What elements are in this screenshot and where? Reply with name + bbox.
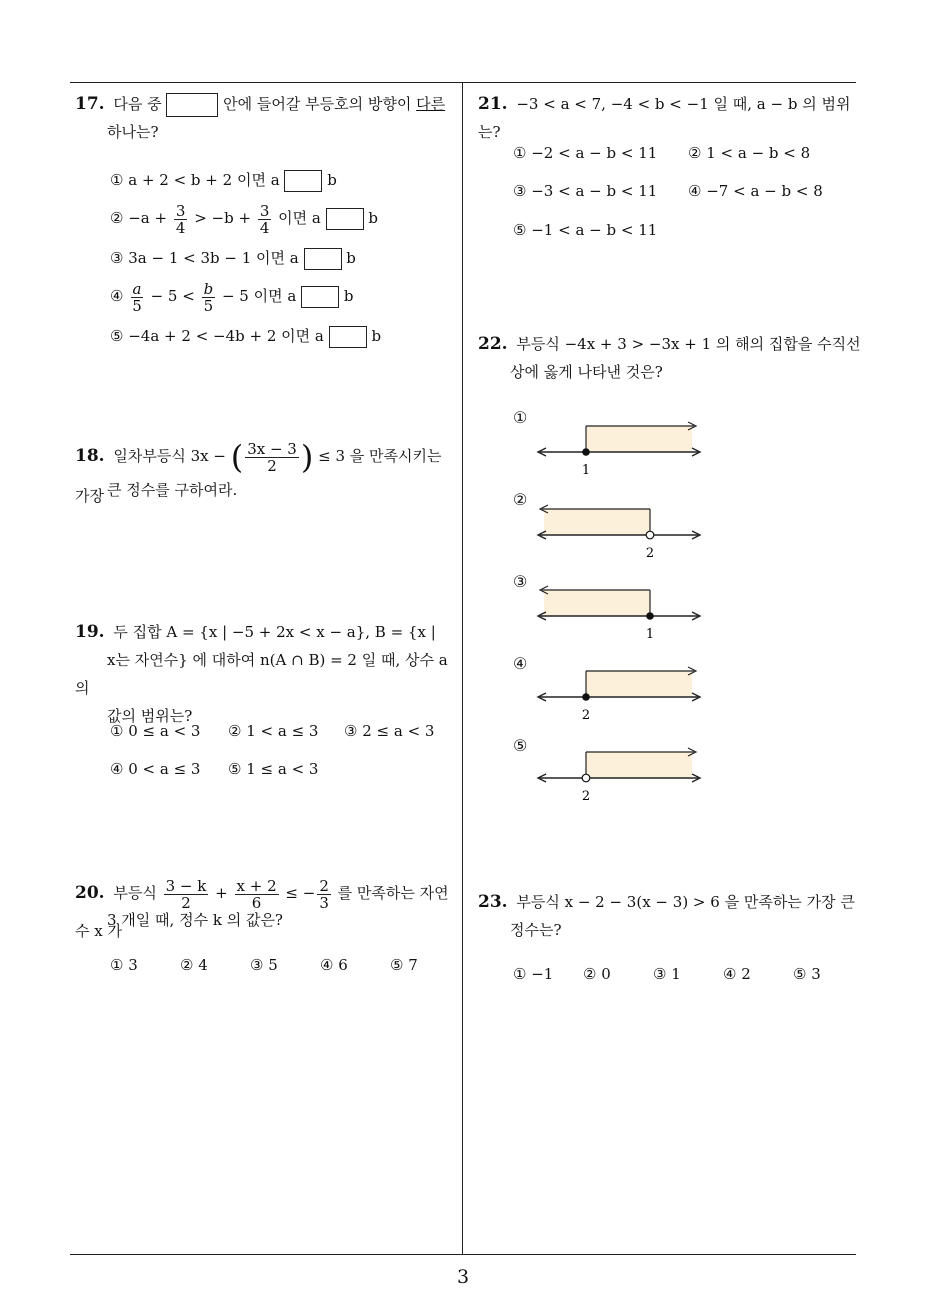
fraction: $\frac{x + 2}{6}$ bbox=[236, 876, 277, 912]
fraction: $\frac{3}{4}$ bbox=[175, 201, 186, 237]
question-number: 18. bbox=[75, 446, 105, 466]
option-17-4[interactable] bbox=[110, 278, 353, 314]
underlined-word: 다른 bbox=[416, 95, 446, 113]
option-text: 3a − 1 < 3b − 1 이면 a bbox=[128, 249, 299, 267]
option-17-1[interactable] bbox=[110, 168, 337, 192]
right-paren: ) bbox=[300, 438, 314, 476]
option-23-2[interactable]: ② 0 bbox=[583, 965, 611, 983]
option-22-2-mark[interactable]: ② bbox=[513, 490, 528, 509]
option-text: b bbox=[368, 209, 379, 227]
question-20-line2 bbox=[107, 906, 283, 934]
question-text: 값의 범위는? bbox=[107, 707, 193, 725]
option-22-5-mark[interactable]: ⑤ bbox=[513, 736, 528, 755]
option-mark: ⑤ bbox=[110, 327, 124, 345]
open-point bbox=[646, 531, 654, 539]
question-text: 두 집합 A = {x | −5 + 2x < x − a}, B = {x | bbox=[113, 623, 436, 641]
option-text: b bbox=[327, 171, 337, 189]
option-text: − 5 이면 a bbox=[221, 287, 297, 305]
answer-blank bbox=[166, 93, 218, 117]
question-17 bbox=[75, 90, 460, 146]
option-20-5[interactable]: ⑤ 7 bbox=[390, 956, 418, 974]
number-line-option-2[interactable] bbox=[536, 503, 706, 563]
solution-region bbox=[544, 590, 650, 616]
number-line-option-5[interactable] bbox=[536, 746, 706, 806]
question-23 bbox=[478, 888, 863, 944]
option-text: b bbox=[343, 287, 354, 305]
closed-point bbox=[582, 448, 590, 456]
closed-point bbox=[582, 693, 590, 701]
option-text: −4a + 2 < −4b + 2 이면 a bbox=[128, 327, 324, 345]
leq-sign: ≤ − bbox=[285, 884, 316, 902]
option-21-3[interactable]: ③ −3 < a − b < 11 bbox=[513, 182, 658, 200]
question-text: 안에 들어갈 부등호의 방향이 bbox=[223, 95, 412, 113]
closed-point bbox=[646, 612, 654, 620]
option-text: > −b + bbox=[194, 209, 252, 227]
option-19-5[interactable]: ⑤ 1 ≤ a < 3 bbox=[228, 760, 319, 778]
top-rule bbox=[70, 82, 856, 83]
tick-label: 2 bbox=[645, 546, 655, 561]
answer-blank bbox=[284, 170, 322, 192]
question-number: 22. bbox=[478, 334, 508, 354]
option-mark: ① bbox=[110, 171, 124, 189]
question-number: 17. bbox=[75, 94, 105, 114]
option-23-4[interactable]: ④ 2 bbox=[723, 965, 751, 983]
solution-region bbox=[544, 509, 650, 535]
question-text: ≤ 3 을 만족시키는 가장 bbox=[75, 447, 442, 505]
number-line-option-4[interactable] bbox=[536, 665, 706, 725]
option-23-1[interactable]: ① −1 bbox=[513, 965, 554, 983]
option-17-3[interactable] bbox=[110, 246, 356, 270]
question-text: 3 개일 때, 정수 k 의 값은? bbox=[107, 911, 283, 929]
question-text: −3 < a < 7, −4 < b < −1 일 때, a − b 의 범위는? bbox=[478, 95, 851, 141]
option-text: a + 2 < b + 2 이면 a bbox=[128, 171, 280, 189]
option-20-1[interactable]: ① 3 bbox=[110, 956, 138, 974]
option-text: −a + bbox=[128, 209, 168, 227]
tick-label: 2 bbox=[581, 789, 591, 804]
question-22 bbox=[478, 330, 863, 386]
number-line-option-3[interactable] bbox=[536, 584, 706, 644]
question-text: 일차부등식 3x − bbox=[113, 447, 226, 465]
option-19-3[interactable]: ③ 2 ≤ a < 3 bbox=[344, 722, 435, 740]
tick-label: 1 bbox=[645, 627, 655, 642]
option-17-5[interactable] bbox=[110, 324, 381, 348]
question-text: 큰 정수를 구하여라. bbox=[107, 481, 238, 499]
option-20-4[interactable]: ④ 6 bbox=[320, 956, 348, 974]
option-22-3-mark[interactable]: ③ bbox=[513, 572, 528, 591]
option-22-1-mark[interactable]: ① bbox=[513, 408, 528, 427]
option-19-2[interactable]: ② 1 < a ≤ 3 bbox=[228, 722, 319, 740]
question-number: 21. bbox=[478, 94, 508, 114]
question-19 bbox=[75, 618, 465, 730]
tick-label: 1 bbox=[581, 463, 591, 478]
solution-region bbox=[586, 426, 692, 452]
solution-region bbox=[586, 671, 692, 697]
option-mark: ③ bbox=[110, 249, 124, 267]
question-text: 를 만족하는 자연수 x 가 bbox=[75, 884, 449, 940]
option-text: b bbox=[371, 327, 382, 345]
question-text: 부등식 −4x + 3 > −3x + 1 의 해의 집합을 수직선 bbox=[516, 335, 861, 353]
fraction: $\frac{2}{3}$ bbox=[319, 876, 329, 912]
answer-blank bbox=[304, 248, 342, 270]
question-text: 다음 중 bbox=[113, 95, 162, 113]
option-21-2[interactable]: ② 1 < a − b < 8 bbox=[688, 144, 811, 162]
fraction: $\frac{3x - 3}{2}$ bbox=[247, 439, 297, 475]
tick-label: 2 bbox=[581, 708, 591, 723]
solution-region bbox=[586, 752, 692, 778]
option-23-5[interactable]: ⑤ 3 bbox=[793, 965, 821, 983]
option-mark: ④ bbox=[110, 287, 124, 305]
page-number: 3 bbox=[456, 1266, 470, 1288]
fraction: $\frac{3 - k}{2}$ bbox=[165, 876, 207, 912]
answer-blank bbox=[326, 208, 364, 230]
option-19-1[interactable]: ① 0 ≤ a < 3 bbox=[110, 722, 201, 740]
option-19-4[interactable]: ④ 0 < a ≤ 3 bbox=[110, 760, 201, 778]
question-text: 상에 옳게 나타낸 것은? bbox=[510, 363, 663, 381]
question-text: x는 자연수} 에 대하여 n(A ∩ B) = 2 일 때, 상수 a 의 bbox=[75, 651, 448, 697]
open-point bbox=[582, 774, 590, 782]
option-text: − 5 < bbox=[150, 287, 195, 305]
option-20-3[interactable]: ③ 5 bbox=[250, 956, 278, 974]
option-mark: ② bbox=[110, 209, 124, 227]
option-21-4[interactable]: ④ −7 < a − b < 8 bbox=[688, 182, 823, 200]
number-line-option-1[interactable] bbox=[536, 420, 706, 480]
answer-blank bbox=[301, 286, 339, 308]
answer-blank bbox=[329, 326, 367, 348]
option-20-2[interactable]: ② 4 bbox=[180, 956, 208, 974]
fraction: $\frac{b}{5}$ bbox=[203, 279, 214, 315]
question-18-line2 bbox=[107, 476, 237, 504]
question-number: 23. bbox=[478, 892, 508, 912]
option-17-2[interactable] bbox=[110, 200, 378, 236]
option-22-4-mark[interactable]: ④ bbox=[513, 654, 528, 673]
option-text: 이면 a bbox=[278, 209, 321, 227]
option-text: b bbox=[346, 249, 356, 267]
fraction: $\frac{a}{5}$ bbox=[132, 279, 142, 315]
question-number: 19. bbox=[75, 622, 105, 642]
option-21-1[interactable]: ① −2 < a − b < 11 bbox=[513, 144, 658, 162]
question-text: 부등식 x − 2 − 3(x − 3) > 6 을 만족하는 가장 큰 bbox=[516, 893, 855, 911]
question-text: 하나는? bbox=[107, 123, 159, 141]
question-text: 정수는? bbox=[510, 921, 562, 939]
question-number: 20. bbox=[75, 883, 105, 903]
question-text: 부등식 bbox=[113, 884, 157, 902]
bottom-rule bbox=[70, 1254, 856, 1255]
option-21-5[interactable]: ⑤ −1 < a − b < 11 bbox=[513, 221, 658, 239]
left-paren: ( bbox=[230, 438, 244, 476]
option-23-3[interactable]: ③ 1 bbox=[653, 965, 681, 983]
question-21 bbox=[478, 90, 858, 146]
plus-sign: + bbox=[215, 884, 228, 902]
fraction: $\frac{3}{4}$ bbox=[259, 201, 270, 237]
